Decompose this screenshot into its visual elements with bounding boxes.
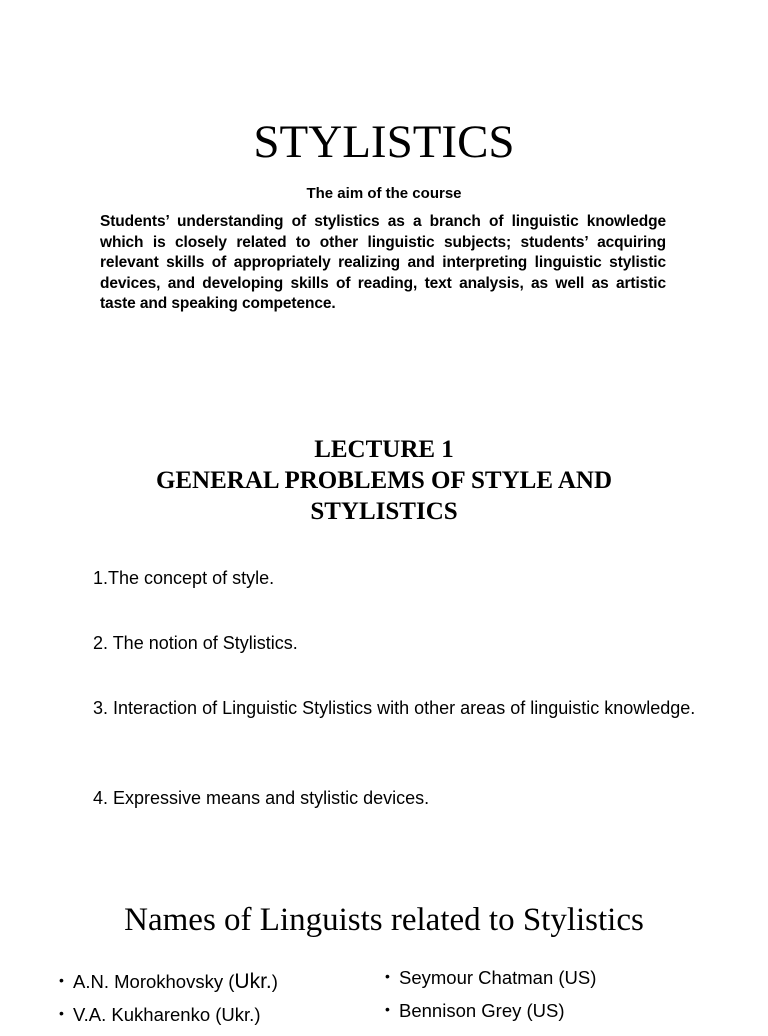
slide-title: STYLISTICS	[253, 116, 515, 168]
lecture-number: LECTURE 1	[314, 436, 454, 463]
list-item: 1.The concept of style.	[93, 568, 275, 588]
list-item: 2. The notion of Stylistics.	[93, 633, 298, 653]
list-item: 3. Interaction of Linguistic Stylistics with other areas of linguistic knowledge.	[93, 698, 696, 718]
bullet-icon: •	[59, 1005, 64, 1021]
list-item: 4. Expressive means and stylistic devices.	[93, 788, 430, 808]
linguists-right-column	[385, 966, 596, 1032]
lecture-title-line1: GENERAL PROBLEMS OF STYLE AND	[155, 467, 613, 494]
slide-subtitle: The aim of the course	[306, 185, 462, 202]
linguists-title: Names of Linguists related to Stylistics	[124, 902, 644, 938]
list-item: • A.N. Morokhovsky (Ukr.)	[59, 970, 278, 993]
course-aim-paragraph: Students’ understanding of stylistics as a branch of linguistic knowledge which is closely related to other linguistic subjects; students’ acquiring relevant skills of appropriately realizing and interpreting linguistic stylistic devices, and developing skills of reading, text analysis, as well as artistic taste and speaking competence.	[100, 213, 666, 313]
list-item: • Bennison Grey (US)	[385, 999, 596, 1032]
lecture-title-line2: STYLISTICS	[310, 498, 458, 525]
bullet-icon: •	[59, 972, 64, 988]
bullet-icon: •	[385, 1001, 390, 1017]
list-item: • Seymour Chatman (US)	[385, 966, 596, 999]
linguists-left-column	[59, 970, 278, 1036]
bullet-icon: •	[385, 968, 390, 984]
list-item: • V.A. Kukharenko (Ukr.)	[59, 1003, 278, 1036]
lecture-heading	[0, 434, 768, 527]
